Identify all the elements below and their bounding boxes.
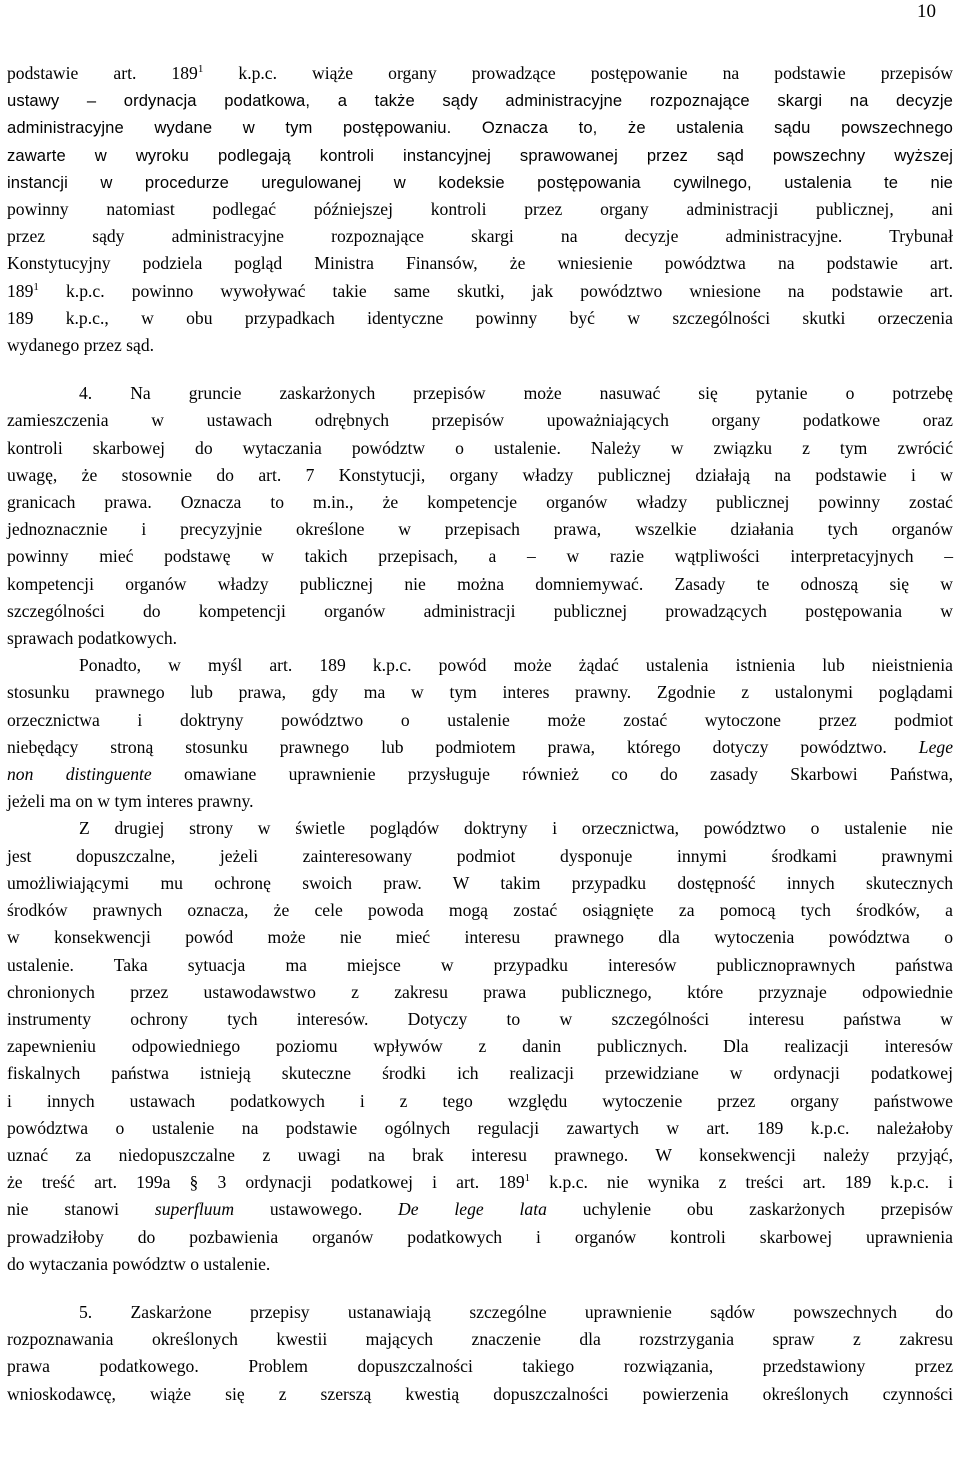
text-line — [7, 196, 953, 223]
text-segment: uchylenie obu zaskarżonych przepisów — [546, 1199, 954, 1220]
text-line — [7, 707, 953, 734]
text-line — [7, 571, 953, 598]
text-line — [7, 1224, 953, 1251]
text-segment: do wytaczania powództw o ustalenie. — [7, 1253, 271, 1274]
text-segment: 4. Na gruncie zaskarżonych przepisów może nasuwać się pytanie o potrzebę — [79, 383, 953, 404]
text-line — [7, 1326, 953, 1353]
text-segment: Ponadto, w myśl art. 189 k.p.c. powód może żądać ustalenia istnienia lub nieistnienia — [79, 655, 953, 676]
text-line — [7, 1169, 953, 1196]
text-segment: 5. Zaskarżone przepisy ustanawiają szczególne uprawnienie sądów powszechnych do — [79, 1301, 953, 1322]
text-segment: zapewnieniu odpowiedniego poziomu wpływów z danin publicznych. Dla realizacji interesów — [7, 1036, 953, 1057]
text-segment: kontroli skarbowej do wytaczania powództw o ustalenie. Należy w związku z tym zwrócić — [7, 437, 953, 458]
text-line — [7, 1299, 953, 1326]
text-line — [7, 114, 953, 141]
text-segment: instancji w procedurze uregulowanej w kodeksie postępowania cywilnego, ustalenia te nie — [7, 172, 953, 192]
text-line — [7, 142, 953, 169]
text-line — [7, 250, 953, 277]
text-segment: uwagę, że stosownie do art. 7 Konstytucji, organy władzy publicznej działają na podstawie i w — [7, 464, 953, 485]
text-segment: powinny natomiast podlegać późniejszej kontroli przez organy administracji publicznej, ani — [7, 199, 953, 220]
text-segment: fiskalnych państwa istnieją skuteczne środki ich realizacji przewidziane w ordynacji podatkowej — [7, 1063, 953, 1084]
text-segment: podstawie art. 189 — [7, 63, 198, 83]
text-segment: instrumenty ochrony tych interesów. Dotyczy to w szczególności interesu państwa w — [7, 1008, 953, 1029]
text-segment: niebędący stroną stosunku prawnego lub podmiotem prawa, którego dotyczy powództwo. — [7, 736, 919, 757]
text-segment: omawiane uprawnienie przysługuje również co do zasady Skarbowi Państwa, — [151, 764, 953, 785]
text-line — [7, 1006, 953, 1033]
text-segment: ustawy – ordynacja podatkowa, a także sądy administracyjne rozpoznające skargi na decyzje — [7, 91, 953, 111]
text-segment: umożliwiającymi mu ochronę swoich praw. W takim przypadku dostępność innych skutecznych — [7, 872, 953, 893]
text-segment: sprawach podatkowych. — [7, 628, 178, 649]
text-line — [7, 1251, 953, 1278]
text-line — [7, 516, 953, 543]
text-segment: szczególności do kompetencji organów administracji publicznej prowadzących postępowania w — [7, 600, 953, 621]
text-segment: k.p.c. wiąże organy prowadzące postępowanie na podstawie przepisów — [203, 63, 953, 83]
text-segment: środków prawnych oznacza, że cele powoda mogą zostać osiągnięte za pomocą tych środków, a — [7, 900, 953, 921]
superscript: 1 — [524, 1172, 531, 1185]
text-segment: rozpoznawania określonych kwestii mających znaczenie dla rozstrzygania spraw z zakresu — [7, 1329, 953, 1350]
text-segment: kompetencji organów władzy publicznej nie można domniemywać. Zasady te odnoszą się w — [7, 573, 953, 594]
text-line — [7, 625, 953, 652]
text-segment: chronionych przez ustawodawstwo z zakresu prawa publicznego, które przyznaje odpowiednie — [7, 981, 953, 1002]
text-segment: wydanego przez sąd. — [7, 335, 155, 356]
text-segment: k.p.c. powinno wywoływać takie same skutki, jak powództwo wniesione na podstawie art. — [38, 280, 953, 301]
text-segment: wnioskodawcę, wiąże się z szerszą kwestią dopuszczalności powierzenia określonych czynności — [7, 1383, 953, 1404]
text-line — [7, 223, 953, 250]
text-segment: Z drugiej strony w świetle poglądów doktryny i orzecznictwa, powództwo o ustalenie nie — [79, 818, 953, 839]
text-line — [7, 870, 953, 897]
text-line — [7, 1381, 953, 1408]
text-line — [7, 489, 953, 516]
text-segment: 189 k.p.c., w obu przypadkach identyczne powinny być w szczególności skutki orzeczenia — [7, 307, 953, 328]
italic-text: superfluum — [154, 1199, 235, 1220]
text-segment: jeżeli ma on w tym interes prawny. — [7, 791, 254, 812]
document-body — [7, 60, 953, 1408]
text-line — [7, 60, 953, 87]
text-line — [7, 652, 953, 679]
text-segment: że treść art. 199a § 3 ordynacji podatkowej i art. 189 — [7, 1172, 525, 1193]
text-line — [7, 380, 953, 407]
paragraph-p1 — [7, 60, 953, 359]
text-segment: Konstytucyjny podziela pogląd Ministra Finansów, że wniesienie powództwa na podstawie art. — [7, 253, 953, 274]
text-line — [7, 788, 953, 815]
text-line — [7, 1142, 953, 1169]
text-segment: 189 — [7, 280, 34, 301]
paragraph-spacer — [7, 359, 953, 380]
paragraph-spacer — [7, 1278, 953, 1299]
text-line — [7, 87, 953, 114]
text-line — [7, 1353, 953, 1380]
italic-text: non distinguente — [7, 764, 152, 785]
text-segment: przez sądy administracyjne rozpoznające skargi na decyzje administracyjne. Trybunał — [7, 226, 953, 247]
paragraph-p3 — [7, 652, 953, 815]
text-line — [7, 332, 953, 359]
italic-text: Lege — [918, 736, 953, 757]
text-line — [7, 897, 953, 924]
text-line — [7, 843, 953, 870]
text-line — [7, 1033, 953, 1060]
superscript: 1 — [197, 63, 204, 76]
paragraph-p5 — [7, 1299, 953, 1408]
text-line — [7, 1088, 953, 1115]
text-line — [7, 815, 953, 842]
text-line — [7, 761, 953, 788]
text-line — [7, 1060, 953, 1087]
text-segment: stosunku prawnego lub prawa, gdy ma w tym interes prawny. Zgodnie z ustalonymi poglądami — [7, 682, 953, 703]
text-segment: zamieszczenia w ustawach odrębnych przepisów upoważniających organy podatkowe oraz — [7, 410, 953, 431]
text-segment: w konsekwencji powód może nie mieć interesu prawnego dla wytoczenia powództwa o — [7, 927, 953, 948]
text-segment: i innych ustawach podatkowych i z tego względu wytoczenie przez organy państwowe — [7, 1090, 953, 1111]
text-segment: k.p.c. nie wynika z treści art. 189 k.p.c. i — [530, 1172, 953, 1193]
text-segment: prowadziłoby do pozbawienia organów podatkowych i organów kontroli skarbowej uprawnienia — [7, 1226, 953, 1247]
text-line — [7, 1115, 953, 1142]
text-line — [7, 1196, 953, 1223]
text-segment: nie stanowi — [7, 1199, 155, 1220]
text-segment: ustawowego. — [234, 1199, 399, 1220]
italic-text: De lege lata — [398, 1199, 547, 1220]
text-segment: granicach prawa. Oznacza to m.in., że kompetencje organów władzy publicznej powinny zostać — [7, 492, 953, 513]
text-segment: uznać za niedopuszczalne z uwagi na brak interesu prawnego. W konsekwencji należy przyjąć, — [7, 1144, 953, 1165]
text-line — [7, 952, 953, 979]
text-line — [7, 679, 953, 706]
text-line — [7, 598, 953, 625]
page-number: 10 — [917, 1, 936, 22]
text-segment: administracyjne wydane w tym postępowaniu. Oznacza to, że ustalenia sądu powszechnego — [7, 118, 953, 138]
text-segment: orzecznictwa i doktryny powództwo o ustalenie może zostać wytoczone przez podmiot — [7, 709, 953, 730]
text-line — [7, 407, 953, 434]
text-segment: jest dopuszczalne, jeżeli zainteresowany podmiot dysponuje innymi środkami prawnymi — [7, 845, 953, 866]
text-segment: prawa podatkowego. Problem dopuszczalności takiego rozwiązania, przedstawiony przez — [7, 1356, 953, 1377]
text-line — [7, 278, 953, 305]
text-segment: powództwa o ustalenie na podstawie ogólnych regulacji zawartych w art. 189 k.p.c. należałoby — [7, 1117, 953, 1138]
text-line — [7, 169, 953, 196]
text-segment: ustalenie. Taka sytuacja ma miejsce w przypadku interesów publicznoprawnych państwa — [7, 954, 953, 975]
text-line — [7, 305, 953, 332]
text-line — [7, 543, 953, 570]
text-line — [7, 462, 953, 489]
text-line — [7, 979, 953, 1006]
text-line — [7, 924, 953, 951]
text-segment: powinny mieć podstawę w takich przepisach, a – w razie wątpliwości interpretacyjnych – — [7, 546, 953, 567]
paragraph-p2 — [7, 380, 953, 652]
text-segment: zawarte w wyroku podlegają kontroli instancyjnej sprawowanej przez sąd powszechny wyższej — [7, 145, 953, 165]
text-segment: jednoznacznie i precyzyjnie określone w przepisach prawa, wszelkie działania tych organów — [7, 519, 953, 540]
text-line — [7, 734, 953, 761]
paragraph-p4 — [7, 815, 953, 1277]
text-line — [7, 435, 953, 462]
superscript: 1 — [33, 280, 39, 293]
